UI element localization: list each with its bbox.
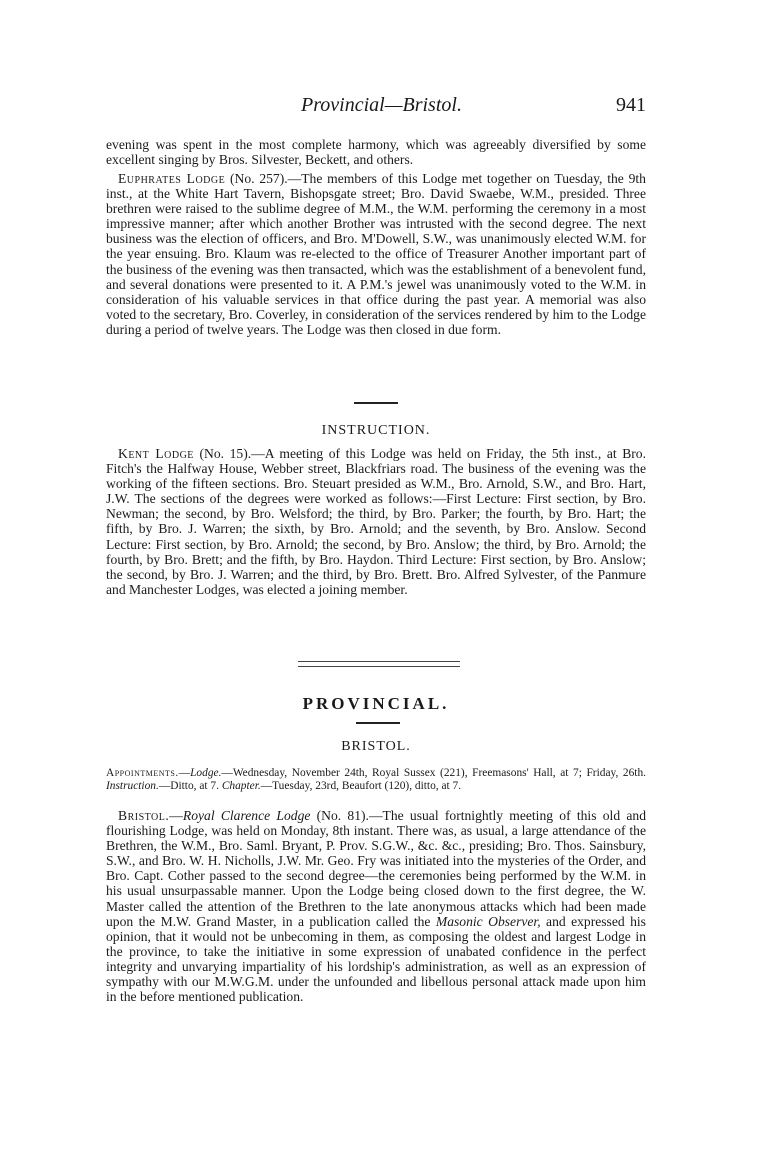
publication-name: Masonic Observer,: [435, 913, 541, 929]
dash: —: [169, 808, 183, 823]
paragraph-euphrates-lodge: [106, 171, 646, 337]
page-header: [0, 94, 763, 124]
page-number: 941: [616, 94, 646, 116]
paragraph-text: (No. 81).—The usual fortnightly meeting of this old and flourishing Lodge, was held on Monday, 8th instant. There was, as usual, a large attendance of the Brethren, the W.M., Bro. Saml. Bryant, P. Prov. S.G.W., &c. &c., presiding; Bro. Thos. Sainsbury, S.W., and Bro. W. H. Nicholls, J.W. Mr. Geo. Fry was initiated into the mysteries of the Order, and Bro. Capt. Cother passed to the second degree—the ceremonies being performed by the W.M. in his usual unsurpassable manner. Upon the Lodge being closed down to the first degree, the W. Master called the attention of the Brethren to the late anonymous attacks which had been made upon the M.W. Grand Master, in a publication called the: [106, 808, 646, 929]
lodge-name: Kent Lodge: [118, 446, 194, 461]
appointments-label: Appointments.: [106, 767, 179, 779]
double-rule-bottom: [298, 666, 460, 667]
appointments-text: —Wednesday, November 24th, Royal Sussex (221), Freemasons' Hall, at 7; Friday, 26th.: [221, 767, 646, 779]
lodge-name: Euphrates Lodge: [118, 171, 226, 186]
chapter-label: Chapter.: [221, 779, 261, 792]
section-rule: [354, 402, 398, 404]
paragraph-text: and expressed his opinion, that it would not be unbecoming in them, as composing the oldest and largest Lodge in the province, to take the initiative in some expression of unabated confidence in the perfect integrity and unvarying impartiality of his lordship's administration, as well as an expression of sympathy with our M.W.G.M. under the unfounded and libellous personal attack made upon him in the before mentioned publication.: [106, 913, 646, 1005]
paragraph-text: (No. 257).—The members of this Lodge met together on Tuesday, the 9th inst., at the White Hart Tavern, Bishopsgate street; Bro. David Swaebe, W.M., presided. Three brethren were raised to the sublime degree of M.M., the W.M. performing the ceremony in a most impressive manner; after which another Brother was intrusted with the second degree. The next business was the election of officers, and Bro. M'Dowell, S.W., was unanimously elected W.M. for the year ensuing. Bro. Klaum was re-elected to the office of Treasurer Another important part of the business of the evening was then transacted, which was the establishment of a benevolent fund, and several donations were presented to it. A P.M.'s jewel was unanimously voted to the W.M. in consideration of his valuable services in that office during the past year. A memorial was also voted to the secretary, Bro. Coverley, in consideration of the services rendered by him to the Lodge during a period of twelve years. The Lodge was then closed in due form.: [106, 171, 646, 337]
paragraph-text: (No. 15).—A meeting of this Lodge was held on Friday, the 5th inst., at Bro. Fitch's the Halfway House, Webber street, Blackfriars road. The business of the evening was the working of the fifteen sections. Bro. Steuart presided as W.M., Bro. Arnold, S.W., and Bro. Hart, J.W. The sections of the degrees were worked as follows:—First Lecture: First section, by Bro. Newman; the second, by Bro. Welsford; the third, by Bro. Parker; the fourth, by Bro. Hart; the fifth, by Bro. J. Warren; the sixth, by Bro. Arnold; and the seventh, by Bro. Anslow. Second Lecture: First section, by Bro. Arnold; the second, by Bro. Anslow; the third, by Bro. Arnold; the fourth, by Bro. Brett; and the fifth, by Bro. Haydon. Third Lecture: First section, by Bro. Anslow; the second, by Bro. J. Warren; and the third, by Bro. Brett. Bro. Alfred Sylvester, of the Panmure and Manchester Lodges, was elected a joining member.: [106, 446, 646, 597]
paragraph-appointments: [106, 767, 646, 792]
appointments-text: —Tuesday, 23rd, Beaufort (120), ditto, at 7.: [260, 779, 462, 792]
instruction-label: Instruction.: [106, 779, 159, 792]
double-rule-top: [298, 661, 460, 662]
place-label: Bristol.: [118, 808, 170, 823]
paragraph-kent-lodge: [106, 446, 646, 597]
section-heading-instruction: INSTRUCTION.: [321, 423, 431, 438]
section-rule: [356, 722, 400, 724]
running-title: Provincial—Bristol.: [301, 94, 462, 116]
lodge-label: Lodge.: [190, 767, 222, 779]
section-heading-provincial: PROVINCIAL.: [302, 694, 450, 713]
paragraph-continued: [106, 137, 646, 167]
dash: —: [178, 767, 191, 779]
subheading-bristol: BRISTOL.: [341, 739, 411, 754]
appointments-text: —Ditto, at 7.: [158, 779, 222, 792]
paragraph-text: evening was spent in the most complete harmony, which was agreeably diversified by some excellent singing by Bros. Silvester, Beckett, and others.: [106, 137, 646, 168]
paragraph-royal-clarence-lodge: [106, 808, 646, 1004]
lodge-name: Royal Clarence Lodge: [182, 808, 311, 823]
